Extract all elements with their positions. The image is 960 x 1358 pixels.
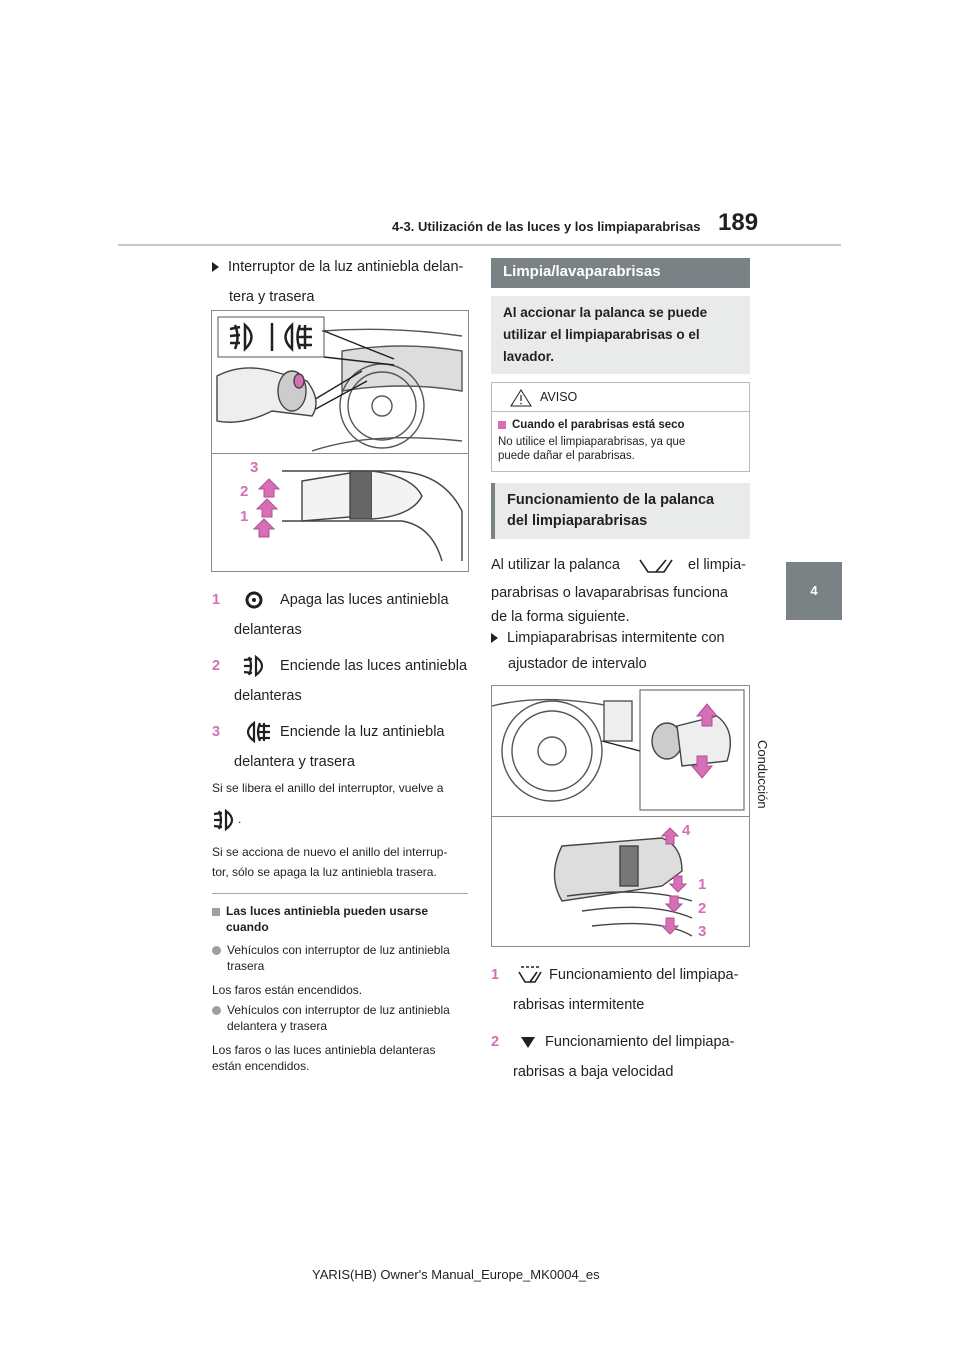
item-number: 1	[212, 592, 221, 608]
condition-2	[212, 1002, 472, 1074]
condition-text-line1: Los faros o las luces antiniebla delanteras	[212, 1043, 436, 1057]
wiper-section-title: Limpia/lavaparabrisas	[491, 258, 750, 288]
header-rule	[118, 244, 841, 246]
item-text-line2: delanteras	[234, 622, 302, 638]
lever-sketch	[282, 471, 462, 561]
subsection-line2: del limpiaparabrisas	[507, 513, 648, 529]
wiper-intro-box	[491, 296, 750, 374]
conditions-title-line2: cuando	[226, 920, 269, 934]
chapter-label-text: Conducción	[755, 740, 770, 809]
front-fog-inline-icon	[212, 809, 238, 831]
condition-bullet-line1: Vehículos con interruptor de luz antiniebla	[227, 1003, 450, 1017]
item-text-line1: Funcionamiento del limpiapa-	[549, 967, 739, 983]
condition-1	[212, 942, 472, 998]
wiper-item-1	[491, 963, 761, 1017]
conditions-title-line1: Las luces antiniebla pueden usarse	[226, 904, 429, 918]
footer-manual-id: YARIS(HB) Owner's Manual_Europe_MK0004_es	[312, 1267, 600, 1282]
item-text-line1: Enciende la luz antiniebla	[280, 724, 445, 740]
condition-bullet-line2: trasera	[227, 959, 265, 973]
usage-line1a: Al utilizar la palanca	[491, 557, 620, 573]
warning-title: AVISO	[540, 390, 578, 404]
front-fog-on-icon	[242, 655, 272, 677]
usage-line3: de la forma siguiente.	[491, 609, 630, 625]
warning-line2: puede dañar el parabrisas.	[498, 450, 635, 462]
warning-body	[492, 412, 749, 463]
fog-item-2	[212, 654, 472, 708]
wiper-lever-figure	[491, 685, 750, 947]
hand-sketch	[217, 368, 316, 422]
subsection-line1: Funcionamiento de la palanca	[507, 492, 715, 508]
item-number: 2	[491, 1034, 500, 1050]
wiper-lever-icon	[636, 554, 676, 576]
square-bullet-icon	[498, 421, 506, 429]
condition-bullet-line1: Vehículos con interruptor de luz antiniebla	[227, 943, 450, 957]
item-text-line1: Enciende las luces antiniebla	[280, 658, 468, 674]
lever-operation-subsection	[491, 483, 750, 539]
item-text-line2: rabrisas intermitente	[513, 997, 645, 1013]
release-note-period: .	[238, 812, 242, 827]
release-note-line1: Si se libera el anillo del interruptor, vuelve a	[212, 781, 444, 795]
intro-line1: Al accionar la palanca se puede	[503, 305, 708, 320]
section-header-title: 4-3. Utilización de las luces y los limpiaparabrisas	[392, 219, 701, 234]
page-number: 189	[718, 209, 759, 236]
fig-label-1: 1	[240, 508, 249, 525]
intro-line3: lavador.	[503, 349, 555, 364]
circle-bullet-icon	[212, 1006, 221, 1015]
item-text-line1: Apaga las luces antiniebla	[280, 592, 449, 608]
square-bullet-icon	[212, 908, 220, 916]
repeat-note-line2: tor, sólo se apaga la luz antiniebla trasera.	[212, 865, 437, 879]
usage-text	[491, 553, 761, 629]
repeat-note	[212, 842, 472, 882]
fig-label-2: 2	[240, 483, 249, 500]
fog-heading-line1: Interruptor de la luz antiniebla delan-	[228, 259, 464, 275]
fog-off-icon	[242, 590, 272, 610]
section-divider	[212, 893, 468, 894]
fog-switch-figure	[211, 310, 469, 572]
usage-line2: parabrisas o lavaparabrisas funciona	[491, 585, 728, 601]
low-speed-wiper-icon	[517, 1032, 539, 1052]
mode-line2: ajustador de intervalo	[508, 656, 647, 672]
warning-box	[491, 382, 750, 472]
rear-fog-on-icon	[242, 721, 272, 743]
circle-bullet-icon	[212, 946, 221, 955]
warning-triangle-icon	[510, 388, 532, 408]
item-number: 1	[491, 967, 500, 983]
item-text-line2: delantera y trasera	[234, 754, 355, 770]
fog-item-1	[212, 588, 472, 642]
intro-line2: utilizar el limpiaparabrisas o el	[503, 327, 700, 342]
wiper-item-2	[491, 1030, 761, 1084]
pointer-line	[602, 741, 640, 751]
mode-line1: Limpiaparabrisas intermitente con	[507, 630, 725, 646]
fig-label-2: 2	[698, 900, 707, 917]
release-note	[212, 780, 472, 831]
intermittent-wiper-icon	[517, 964, 543, 986]
repeat-note-line1: Si se acciona de nuevo el anillo del interrup-	[212, 845, 448, 859]
fig-label-3: 3	[250, 459, 259, 476]
wiper-lever-illustration	[492, 686, 749, 946]
fig-label-3: 3	[698, 923, 707, 940]
direction-arrows	[254, 479, 279, 537]
hand-sketch	[652, 716, 730, 766]
item-number: 3	[212, 724, 221, 740]
conditions-title	[212, 903, 472, 935]
condition-text: Los faros están encendidos.	[212, 983, 363, 997]
fog-item-3	[212, 720, 472, 774]
fog-heading-line2: tera y trasera	[229, 289, 315, 305]
fog-switch-heading	[212, 255, 472, 309]
fig-label-1: 1	[698, 876, 707, 893]
item-number: 2	[212, 658, 221, 674]
triangle-bullet-icon	[491, 633, 498, 643]
usage-line1b: el limpia-	[688, 557, 747, 573]
warning-header	[492, 383, 749, 412]
intermittent-mode-heading	[491, 626, 761, 676]
steering-sketch	[492, 700, 632, 801]
item-text-line2: delanteras	[234, 688, 302, 704]
triangle-bullet-icon	[212, 262, 219, 272]
fog-switch-illustration	[212, 311, 468, 571]
fig-label-4: 4	[682, 822, 691, 839]
item-text-line1: Funcionamiento del limpiapa-	[545, 1034, 735, 1050]
chapter-tab: 4	[786, 562, 842, 620]
warning-heading: Cuando el parabrisas está seco	[512, 419, 685, 431]
dashboard-sketch	[312, 329, 462, 451]
condition-bullet-line2: delantera y trasera	[227, 1019, 328, 1033]
chapter-label	[755, 740, 770, 830]
condition-text-line2: están encendidos.	[212, 1059, 310, 1073]
warning-line1: No utilice el limpiaparabrisas, ya que	[498, 436, 686, 448]
item-text-line2: rabrisas a baja velocidad	[513, 1064, 674, 1080]
